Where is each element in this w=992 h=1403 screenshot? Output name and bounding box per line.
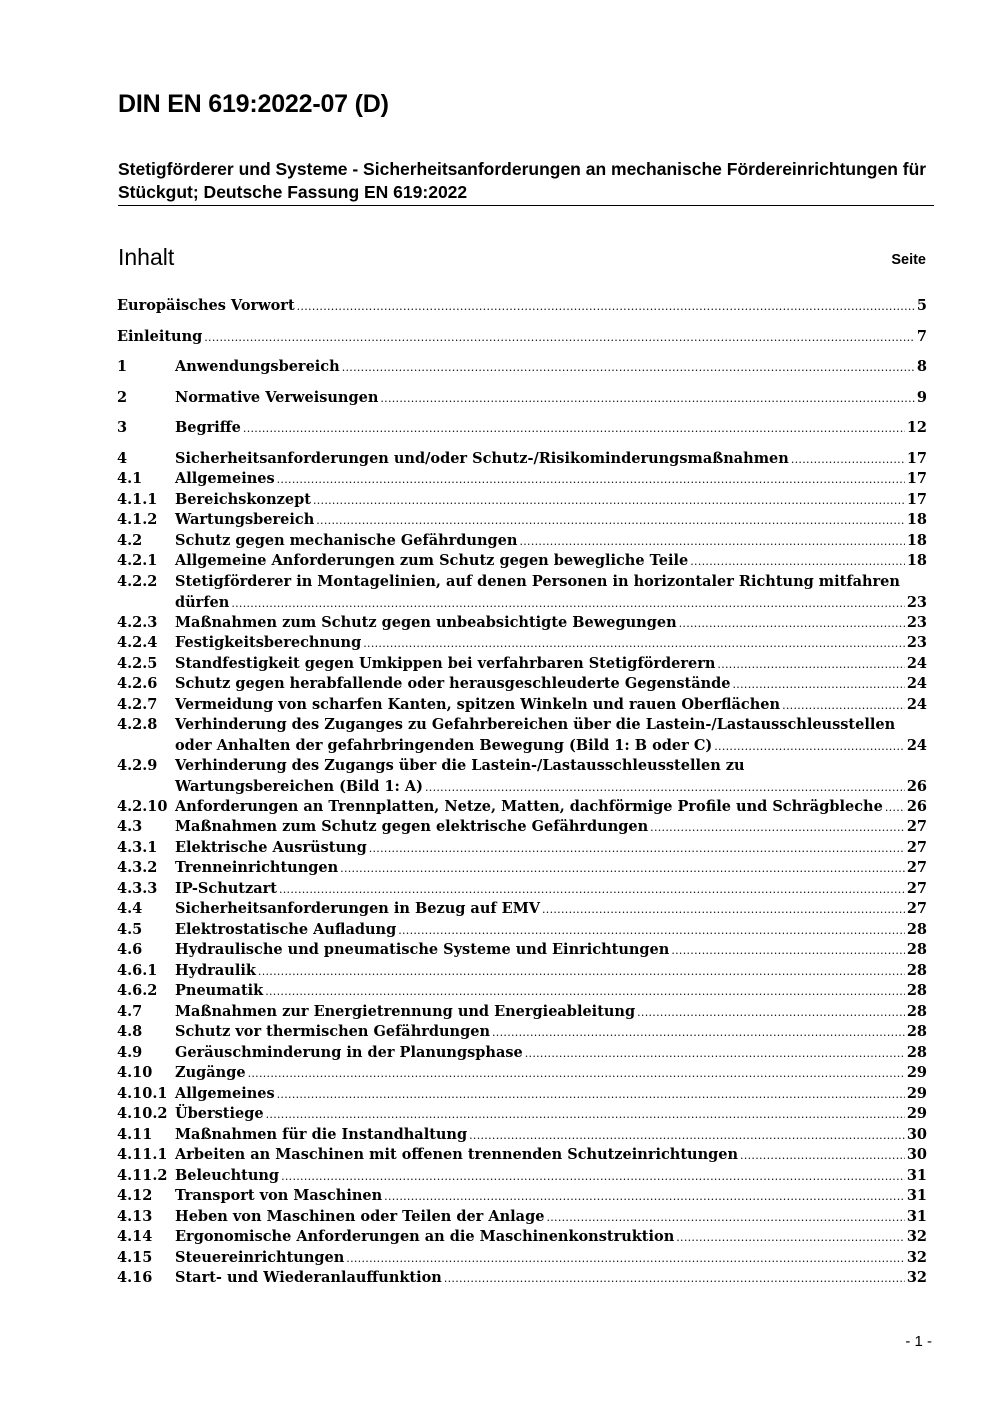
toc-entry-page: 28	[906, 1003, 927, 1020]
toc-entry-title: Standfestigkeit gegen Umkippen bei verfahrbaren Stetigförderern	[175, 655, 716, 672]
toc-entry-title: Geräuschminderung in der Planungsphase	[175, 1044, 523, 1061]
toc-entry-number: 4.11.1	[117, 1146, 168, 1163]
toc-entry-number: 4.10	[117, 1064, 153, 1081]
toc-entry-number: 4.6.2	[117, 982, 158, 999]
page-column-label: Seite	[891, 252, 926, 268]
toc-entry-page: 24	[906, 696, 927, 713]
toc-dot-leader	[277, 1084, 905, 1106]
toc-entry-number: 4.3.1	[117, 839, 158, 856]
toc-dot-leader	[885, 797, 905, 819]
toc-entry[interactable]	[117, 899, 927, 920]
toc-dot-leader	[469, 1125, 905, 1147]
toc-entry-number: 4.14	[117, 1228, 153, 1245]
toc-entry-page: 28	[906, 982, 927, 999]
toc-entry[interactable]	[117, 1022, 927, 1043]
toc-dot-leader	[258, 961, 905, 983]
toc-entry-title: IP-Schutzart	[175, 880, 277, 897]
toc-entry[interactable]	[117, 654, 927, 675]
toc-entry-title: Verhinderung des Zuganges zu Gefahrbereichen über die Lastein-/Lastausschleusstellen	[175, 716, 896, 733]
toc-entry[interactable]	[117, 1248, 927, 1269]
toc-dot-leader	[281, 1166, 905, 1188]
toc-entry-title: Maßnahmen für die Instandhaltung	[175, 1126, 468, 1143]
toc-entry-title: Festigkeitsberechnung	[175, 634, 362, 651]
toc-entry-page: 17	[906, 470, 927, 487]
toc-entry-title: Wartungsbereich	[175, 511, 315, 528]
toc-dot-leader	[204, 327, 915, 349]
toc-dot-leader	[266, 1104, 905, 1126]
toc-dot-leader	[519, 531, 904, 553]
toc-dot-leader	[342, 357, 915, 379]
toc-entry-title: Schutz gegen herabfallende oder herausgeschleuderte Gegenstände	[175, 675, 731, 692]
toc-entry-title: Transport von Maschinen	[175, 1187, 383, 1204]
toc-dot-leader	[714, 736, 905, 758]
toc-entry-title: Allgemeines	[175, 470, 275, 487]
toc-entry[interactable]	[117, 296, 927, 317]
toc-entry-number: 2	[117, 389, 128, 406]
toc-entry-number: 4.2.8	[117, 716, 158, 733]
toc-entry-page: 27	[906, 880, 927, 897]
toc-entry-number: 4.9	[117, 1044, 143, 1061]
toc-entry[interactable]	[117, 1125, 927, 1146]
toc-entry-page: 24	[906, 675, 927, 692]
toc-entry-page: 26	[906, 777, 927, 795]
toc-dot-leader	[637, 1002, 905, 1024]
toc-entry-page: 18	[906, 511, 927, 528]
toc-entry-title: Beleuchtung	[175, 1167, 280, 1184]
toc-dot-leader	[717, 654, 904, 676]
toc-entry-page: 29	[906, 1064, 927, 1081]
header-divider	[118, 205, 934, 206]
toc-entry-title: Steuereinrichtungen	[175, 1249, 345, 1266]
toc-entry-page: 27	[906, 818, 927, 835]
toc-entry-title: Arbeiten an Maschinen mit offenen trennenden Schutzeinrichtungen	[175, 1146, 739, 1163]
toc-entry-page: 9	[916, 389, 927, 406]
toc-entry-page: 24	[906, 655, 927, 672]
toc-entry[interactable]	[117, 858, 927, 879]
toc-entry-number: 4.2.2	[117, 573, 158, 590]
toc-entry-number: 4.12	[117, 1187, 153, 1204]
toc-dot-leader	[782, 695, 905, 717]
toc-dot-leader	[542, 899, 905, 921]
toc-entry-number: 4.10.1	[117, 1085, 168, 1102]
toc-dot-leader	[525, 1043, 905, 1065]
toc-entry-page: 27	[906, 900, 927, 917]
toc-entry-title: Sicherheitsanforderungen und/oder Schutz-/Risikominderungsmaßnahmen	[175, 450, 789, 467]
toc-dot-leader	[279, 879, 905, 901]
toc-entry-title: Verhinderung des Zugangs über die Lastein-/Lastausschleusstellen zu	[175, 757, 745, 774]
toc-entry[interactable]	[117, 1043, 927, 1064]
toc-entry-number: 4.8	[117, 1023, 143, 1040]
toc-entry-page: 5	[916, 297, 927, 314]
toc-entry-title: Elektrische Ausrüstung	[175, 839, 367, 856]
toc-entry[interactable]	[117, 327, 927, 348]
toc-entry-title: Maßnahmen zur Energietrennung und Energieableitung	[175, 1003, 636, 1020]
toc-entry-page: 27	[906, 839, 927, 856]
toc-entry-title: Einleitung	[117, 328, 203, 345]
toc-entry[interactable]	[117, 961, 927, 982]
toc-dot-leader	[546, 1207, 904, 1229]
toc-entry-title: Begriffe	[175, 419, 241, 436]
toc-entry-number: 4.5	[117, 921, 143, 938]
toc-entry-number: 4.16	[117, 1269, 153, 1286]
toc-entry-page: 30	[906, 1126, 927, 1143]
toc-dot-leader	[425, 777, 905, 799]
toc-entry-page: 23	[906, 614, 927, 631]
toc-entry-number: 4.2.5	[117, 655, 158, 672]
toc-dot-leader	[671, 940, 904, 962]
toc-dot-leader	[231, 593, 904, 615]
toc-dot-leader	[363, 633, 905, 655]
toc-entry-number: 4.1	[117, 470, 143, 487]
toc-entry-number: 4.10.2	[117, 1105, 168, 1122]
toc-dot-leader	[265, 981, 905, 1003]
toc-entry-page: 23	[906, 593, 927, 611]
toc-entry[interactable]	[117, 633, 927, 654]
toc-entry-title: Maßnahmen zum Schutz gegen unbeabsichtigte Bewegungen	[175, 614, 677, 631]
toc-entry[interactable]	[117, 388, 927, 409]
toc-dot-leader	[791, 449, 905, 471]
toc-entry-number: 4.13	[117, 1208, 153, 1225]
toc-entry-number: 4.3.2	[117, 859, 158, 876]
toc-entry[interactable]	[117, 817, 927, 838]
toc-entry[interactable]	[117, 940, 927, 961]
toc-entry-page: 31	[906, 1187, 927, 1204]
toc-heading: Inhalt	[118, 244, 175, 270]
toc-entry-page: 28	[906, 1023, 927, 1040]
toc-entry-title: Start- und Wiederanlauffunktion	[175, 1269, 442, 1286]
toc-entry[interactable]	[117, 1186, 927, 1207]
toc-entry-title: Anwendungsbereich	[175, 358, 340, 375]
toc-dot-leader	[248, 1063, 905, 1085]
toc-entry-page: 7	[916, 328, 927, 345]
toc-dot-leader	[346, 1248, 905, 1270]
toc-dot-leader	[277, 469, 905, 491]
page-number: - 1 -	[905, 1333, 932, 1350]
toc-entry-page: 30	[906, 1146, 927, 1163]
toc-entry-number: 4.7	[117, 1003, 143, 1020]
toc-entry-page: 17	[906, 491, 927, 508]
toc-entry-title: Maßnahmen zum Schutz gegen elektrische Gefährdungen	[175, 818, 649, 835]
toc-dot-leader	[384, 1186, 905, 1208]
toc-entry-page: 24	[906, 736, 927, 754]
toc-dot-leader	[369, 838, 905, 860]
toc-entry-number: 4.2.10	[117, 798, 168, 815]
toc-entry[interactable]	[117, 920, 927, 941]
toc-entry[interactable]	[117, 838, 927, 859]
toc-entry-number: 4.2.6	[117, 675, 158, 692]
toc-entry-number: 1	[117, 358, 128, 375]
toc-dot-leader	[676, 1227, 905, 1249]
toc-entry-title: Ergonomische Anforderungen an die Maschinenkonstruktion	[175, 1228, 675, 1245]
toc-entry-title: Hydraulik	[175, 962, 256, 979]
toc-entry[interactable]	[117, 715, 927, 756]
toc-entry[interactable]	[117, 1166, 927, 1187]
toc-entry[interactable]	[117, 1104, 927, 1125]
toc-entry-page: 18	[906, 552, 927, 569]
toc-entry-page: 28	[906, 1044, 927, 1061]
toc-entry-title-continuation: dürfen	[175, 593, 230, 611]
document-title: DIN EN 619:2022-07 (D)	[118, 90, 389, 118]
toc-dot-leader	[690, 551, 905, 573]
toc-entry-page: 17	[906, 450, 927, 467]
toc-entry[interactable]	[117, 469, 927, 490]
toc-entry-title-continuation: oder Anhalten der gefahrbringenden Bewegung (Bild 1: B oder C)	[175, 736, 713, 754]
toc-entry-page: 32	[906, 1269, 927, 1286]
toc-entry[interactable]	[117, 981, 927, 1002]
toc-entry-number: 4.4	[117, 900, 143, 917]
toc-entry[interactable]	[117, 551, 927, 572]
toc-entry-number: 4.3	[117, 818, 143, 835]
toc-entry-title-continuation: Wartungsbereichen (Bild 1: A)	[175, 777, 423, 795]
toc-entry-page: 31	[906, 1208, 927, 1225]
toc-entry-title: Allgemeine Anforderungen zum Schutz gegen bewegliche Teile	[175, 552, 689, 569]
toc-entry-title: Zugänge	[175, 1064, 246, 1081]
toc-entry-title: Trenneinrichtungen	[175, 859, 339, 876]
toc-dot-leader	[650, 817, 905, 839]
toc-entry-title: Vermeidung von scharfen Kanten, spitzen Winkeln und rauen Oberflächen	[175, 696, 781, 713]
toc-entry-number: 4.2.7	[117, 696, 158, 713]
toc-dot-leader	[492, 1022, 905, 1044]
toc-entry[interactable]	[117, 490, 927, 511]
toc-entry-page: 28	[906, 941, 927, 958]
toc-entry-page: 18	[906, 532, 927, 549]
toc-entry[interactable]	[117, 695, 927, 716]
toc-entry-number: 4.2.4	[117, 634, 158, 651]
toc-entry[interactable]	[117, 572, 927, 613]
toc-entry-number: 4.6	[117, 941, 143, 958]
toc-entry-title: Normative Verweisungen	[175, 389, 379, 406]
toc-entry-title: Schutz gegen mechanische Gefährdungen	[175, 532, 518, 549]
toc-entry-page: 12	[906, 419, 927, 436]
toc-entry-page: 32	[906, 1249, 927, 1266]
toc-entry-page: 26	[906, 798, 927, 815]
toc-entry-number: 4.2	[117, 532, 143, 549]
toc-entry[interactable]	[117, 613, 927, 634]
toc-entry-title: Schutz vor thermischen Gefährdungen	[175, 1023, 491, 1040]
toc-dot-leader	[313, 490, 905, 512]
toc-dot-leader	[740, 1145, 905, 1167]
toc-entry-title: Pneumatik	[175, 982, 264, 999]
toc-entry-number: 4.11.2	[117, 1167, 168, 1184]
toc-entry-number: 4	[117, 450, 128, 467]
toc-entry-page: 27	[906, 859, 927, 876]
toc-entry[interactable]	[117, 1207, 927, 1228]
toc-entry[interactable]	[117, 1084, 927, 1105]
toc-entry-number: 4.2.3	[117, 614, 158, 631]
toc-entry[interactable]	[117, 1268, 927, 1289]
toc-entry-title: Überstiege	[175, 1105, 264, 1122]
toc-dot-leader	[297, 296, 915, 318]
toc-dot-leader	[340, 858, 905, 880]
toc-entry[interactable]	[117, 531, 927, 552]
toc-entry-number: 4.6.1	[117, 962, 158, 979]
toc-entry-title: Europäisches Vorwort	[117, 297, 295, 314]
toc-entry-number: 3	[117, 419, 128, 436]
toc-entry-number: 4.1.1	[117, 491, 158, 508]
toc-dot-leader	[243, 418, 905, 440]
toc-entry[interactable]	[117, 879, 927, 900]
toc-entry-title: Heben von Maschinen oder Teilen der Anlage	[175, 1208, 545, 1225]
toc-entry-title: Sicherheitsanforderungen in Bezug auf EMV	[175, 900, 540, 917]
toc-entry-title: Bereichskonzept	[175, 491, 311, 508]
document-subtitle: Stetigförderer und Systeme - Sicherheitsanforderungen an mechanische Fördereinrichtungen für Stückgut; Deutsche Fassung EN 619:2022	[118, 159, 927, 202]
toc-entry-page: 32	[906, 1228, 927, 1245]
toc-dot-leader	[316, 510, 905, 532]
toc-dot-leader	[380, 388, 915, 410]
toc-entry[interactable]	[117, 1145, 927, 1166]
toc-entry-title: Elektrostatische Aufladung	[175, 921, 397, 938]
toc-dot-leader	[398, 920, 905, 942]
toc-dot-leader	[444, 1268, 905, 1290]
toc-entry-title: Anforderungen an Trennplatten, Netze, Matten, dachförmige Profile und Schrägbleche	[175, 798, 883, 815]
toc-entry-page: 8	[916, 358, 927, 375]
toc-dot-leader	[679, 613, 905, 635]
toc-entry[interactable]	[117, 1002, 927, 1023]
toc-entry[interactable]	[117, 1063, 927, 1084]
toc-entry-page: 29	[906, 1085, 927, 1102]
toc-entry-number: 4.2.9	[117, 757, 158, 774]
toc-entry-title: Stetigförderer in Montagelinien, auf denen Personen in horizontaler Richtung mitfahren	[175, 573, 900, 590]
toc-entry-page: 23	[906, 634, 927, 651]
toc-entry-title: Allgemeines	[175, 1085, 275, 1102]
toc-entry-page: 29	[906, 1105, 927, 1122]
toc-entry-page: 28	[906, 962, 927, 979]
toc-entry-number: 4.2.1	[117, 552, 158, 569]
toc-entry-title: Hydraulische und pneumatische Systeme und Einrichtungen	[175, 941, 670, 958]
toc-entry-number: 4.3.3	[117, 880, 158, 897]
toc-entry-number: 4.11	[117, 1126, 153, 1143]
toc-entry-page: 28	[906, 921, 927, 938]
toc-entry-number: 4.15	[117, 1249, 153, 1266]
toc-entry[interactable]	[117, 449, 927, 470]
toc-entry-page: 31	[906, 1167, 927, 1184]
toc-entry[interactable]	[117, 674, 927, 695]
toc-entry[interactable]	[117, 1227, 927, 1248]
toc-entry[interactable]	[117, 797, 927, 818]
toc-entry[interactable]	[117, 418, 927, 439]
toc-entry[interactable]	[117, 510, 927, 531]
toc-dot-leader	[733, 674, 905, 696]
toc-entry[interactable]	[117, 357, 927, 378]
toc-entry-number: 4.1.2	[117, 511, 158, 528]
toc-entry[interactable]	[117, 756, 927, 797]
